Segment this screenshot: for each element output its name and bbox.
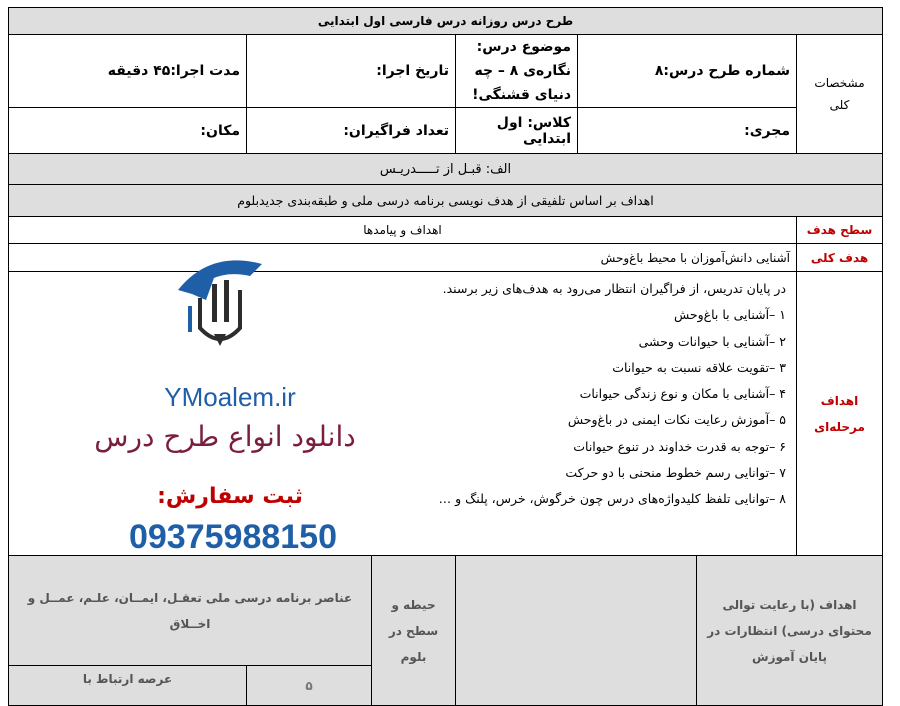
staged-goals-label: اهداف مرحله‌ای	[797, 272, 883, 556]
partial-header: ۵	[247, 666, 372, 706]
watermark-phone: 09375988150	[128, 518, 337, 556]
class-info: کلاس: اول ابتدایی	[456, 108, 578, 154]
goal-item: ۸ –توانایی تلفظ کلیدواژه‌های درس چون خرگوش، خرس، پلنگ و …	[438, 491, 787, 507]
goal-item: ۲ –آشنایی با حیوانات وحشی	[638, 333, 787, 349]
general-goal-label: هدف کلی	[797, 244, 883, 272]
goal-item: ۳ –تقویت علاقه نسبت به حیوانات	[612, 359, 787, 375]
page-title: طرح درس روزانه درس فارسی اول ابتدایی	[9, 8, 883, 35]
goals-intro: در پایان تدریس، از فراگیران انتظار می‌رود به هدف‌های زیر برسند.	[442, 281, 787, 296]
objectives-header: اهداف (با رعایت توالی محتوای درسی) انتظارات در پایان آموزش	[697, 556, 883, 706]
lesson-topic: موضوع درس: نگاره‌ی ۸ – چه دنیای قشنگی!	[456, 35, 578, 108]
goal-item: ۶ –توجه به قدرت خداوند در تنوع حیوانات	[573, 438, 787, 454]
watermark-order: ثبت سفارش:	[157, 484, 303, 509]
watermark-download: دانلود انواع طرح درس	[94, 420, 356, 453]
execution-date: تاریخ اجرا:	[247, 35, 456, 108]
goal-level-label: سطح هدف	[797, 217, 883, 244]
plan-number: شماره طرح درس:۸	[578, 35, 797, 108]
place: مکان:	[9, 108, 247, 154]
watermark-site: YMoalem.ir	[164, 382, 296, 412]
staged-goals-cell	[9, 272, 797, 556]
duration: مدت اجرا:۴۵ دقیقه	[9, 35, 247, 108]
goal-item: ۴ –آشنایی با مکان و نوع زندگی حیوانات	[579, 386, 787, 402]
section-a-note: اهداف بر اساس تلفیقی از هدف نویسی برنامه درسی ملی و طبقه‌بندی جدیدبلوم	[9, 185, 883, 217]
lesson-plan-table	[8, 7, 883, 706]
learners-count: تعداد فراگیران:	[247, 108, 456, 154]
section-a-title: الف: قبـل از تـــــدریـس	[9, 154, 883, 185]
staged-goals-list	[9, 272, 796, 517]
general-label: مشخصات کلی	[797, 35, 883, 154]
goal-item: ۱ –آشنایی با باغ‌وحش	[673, 307, 787, 323]
executor: مجری:	[578, 108, 797, 154]
goal-item: ۵ –آموزش رعایت نکات ایمنی در باغ‌وحش	[567, 412, 787, 428]
bloom-header: حیطه و سطح در بلوم	[372, 556, 456, 706]
general-goal-value: آشنایی دانش‌آموزان با محیط باغ‌وحش	[9, 244, 797, 272]
goal-level-value: اهداف و پیامدها	[9, 217, 797, 244]
arena-header: عرصه ارتباط با	[9, 666, 247, 706]
national-elements-header: عناصر برنامه درسی ملی تعقـل، ایمــان، علـم، عمــل و اخــلاق	[9, 556, 372, 666]
goal-item: ۷ –توانایی رسم خطوط منحنی با دو حرکت	[565, 465, 787, 481]
